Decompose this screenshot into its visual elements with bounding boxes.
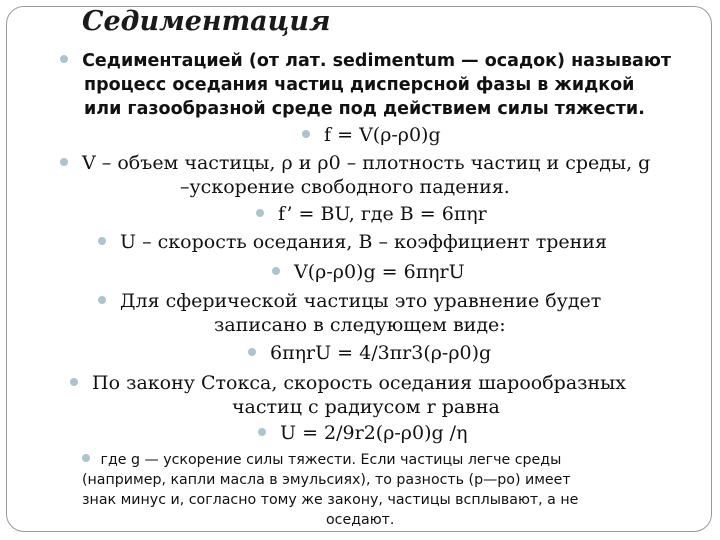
slide-title: Седиментация bbox=[82, 6, 331, 37]
bullet-icon bbox=[60, 55, 68, 63]
bullet-icon bbox=[258, 428, 266, 436]
bullet-icon bbox=[60, 158, 68, 166]
equation-3: V(ρ-ρ0)g = 6πηrU bbox=[272, 261, 465, 283]
equation-2: f’ = BU, где B = 6πηr bbox=[256, 203, 487, 225]
paragraph-6-line-2: (например, капли масла в эмульсиях), то разность (p—po) имеет bbox=[82, 472, 571, 488]
bullet-icon bbox=[82, 454, 90, 462]
equation-1: f = V(ρ-ρ0)g bbox=[302, 124, 441, 146]
bullet-icon bbox=[98, 296, 106, 304]
bullet-icon bbox=[302, 130, 310, 138]
equation-4: 6πηrU = 4/3πr3(ρ-ρ0)g bbox=[248, 342, 491, 364]
bullet-icon bbox=[272, 267, 280, 275]
paragraph-1-line-1: Седиментацией (от лат. sedimentum — осадок) называют bbox=[60, 50, 671, 72]
paragraph-6-line-4: оседают. bbox=[326, 512, 395, 528]
paragraph-1-line-2: процесс оседания частиц дисперсной фазы в жидкой bbox=[84, 75, 635, 95]
paragraph-4-line-1: Для сферической частицы это уравнение будет bbox=[98, 290, 601, 312]
bullet-icon bbox=[248, 348, 256, 356]
paragraph-2-line-1: V – объем частицы, ρ и ρ0 – плотность частиц и среды, g bbox=[60, 152, 650, 174]
bullet-icon bbox=[98, 237, 106, 245]
paragraph-5-line-2: частиц с радиусом r равна bbox=[232, 396, 500, 418]
paragraph-2-line-2: –ускорение свободного падения. bbox=[180, 176, 510, 198]
bullet-icon bbox=[256, 209, 264, 217]
paragraph-5-line-1: По закону Стокса, скорость оседания шарообразных bbox=[70, 372, 626, 394]
paragraph-6-line-3: знак минус и, согласно тому же закону, частицы всплывают, а не bbox=[82, 492, 579, 508]
paragraph-3: U – скорость оседания, B – коэффициент трения bbox=[98, 231, 607, 253]
paragraph-6-line-1: где g — ускорение силы тяжести. Если частицы легче среды bbox=[82, 451, 561, 469]
paragraph-1-line-3: или газообразной среде под действием силы тяжести. bbox=[84, 99, 645, 119]
paragraph-4-line-2: записано в следующем виде: bbox=[214, 314, 506, 336]
equation-5: U = 2/9r2(ρ-ρ0)g /η bbox=[258, 422, 467, 444]
bullet-icon bbox=[70, 378, 78, 386]
